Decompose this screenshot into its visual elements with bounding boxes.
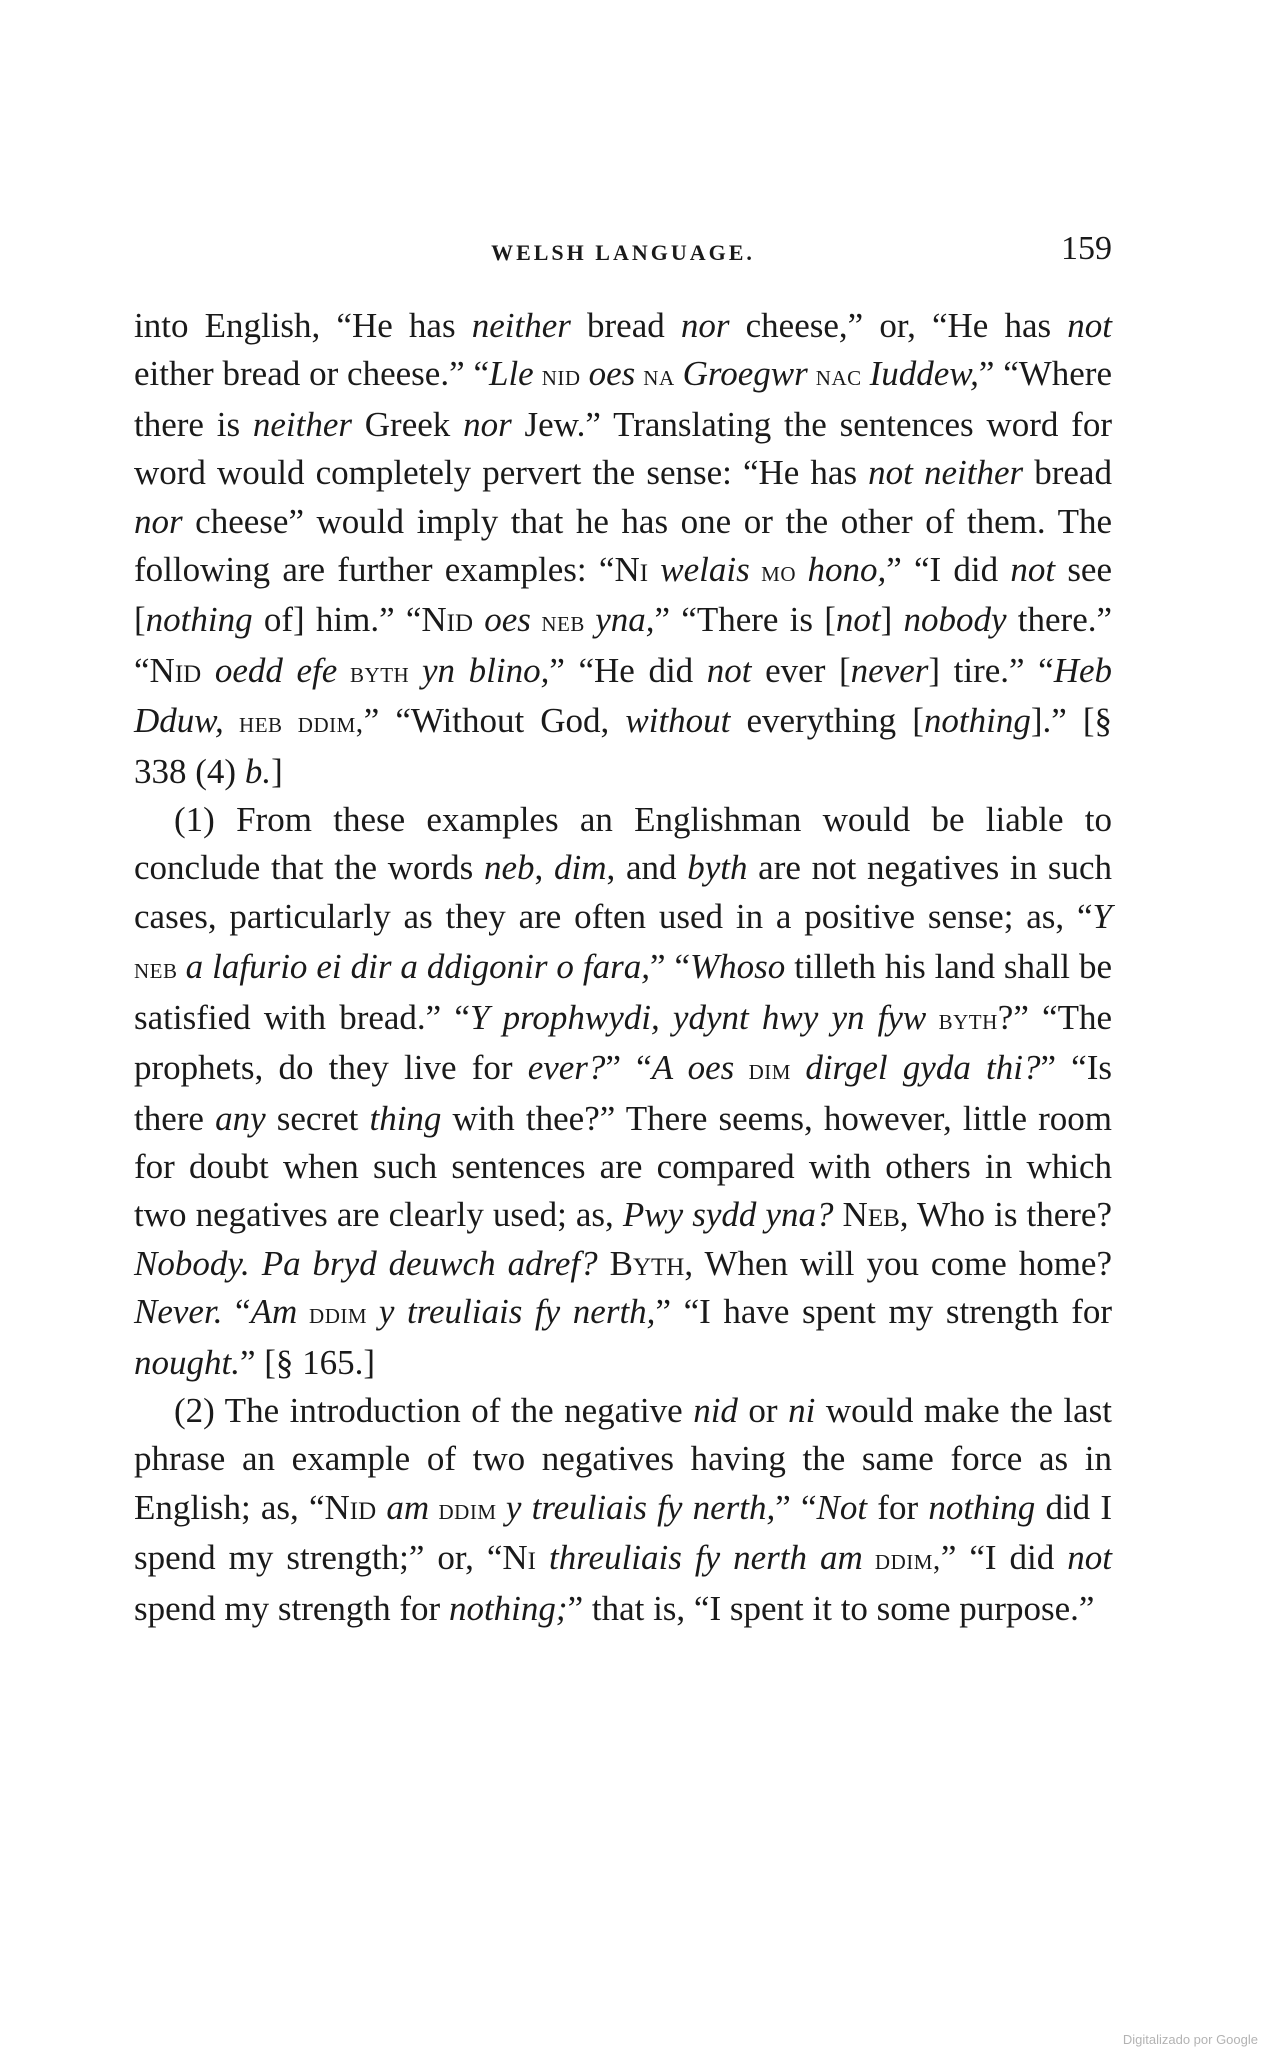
watermark: Digitalizado por Google: [1122, 2032, 1258, 2047]
running-head: WELSH LANGUAGE.: [491, 240, 755, 265]
page-header: [134, 230, 1112, 270]
paragraph-2: (1) From these examples an Englishman would be liable to conclude that the words neb, dim, and byth are not negatives in such cases, particularly as they are often used in a positive sense; as, “Y neb a lafurio ei dir a ddigonir o fara,” “Whoso tilleth his land shall be satisfied with bread.” “Y prophwydi, ydynt hwy yn fyw byth?” “The prophets, do they live for ever?” “A oes dim dirgel gyda thi?” “Is there any secret thing with thee?” There seems, however, little room for doubt when such sentences are compared with others in which two negatives are clearly used; as, Pwy sydd yna? Neb, Who is there? Nobody. Pa bryd deuwch adref? Byth, When will you come home? Never. “Am ddim y treuliais fy nerth,” “I have spent my strength for nought.” [§ 165.]: [134, 800, 1113, 1382]
paragraph-1: into English, “He has neither bread nor cheese,” or, “He has not either bread or cheese.” “Lle nid oes na Groegwr nac Iuddew,” “Where there is neither Greek nor Jew.” Translating the sentences word for word would completely pervert the sense: “He has not neither bread nor cheese” would imply that he has one or the other of them. The following are further examples: “Ni welais mo hono,” “I did not see [nothing of] him.” “Nid oes neb yna,” “There is [not] nobody there.” “Nid oedd efe byth yn blino,” “He did not ever [never] tire.” “Heb Dduw, heb ddim,” “Without God, without everything [nothing].” [§ 338 (4) b.]: [134, 306, 1113, 791]
page-number: 159: [1061, 230, 1112, 267]
body-text: [134, 302, 1112, 1633]
paragraph-3: (2) The introduction of the negative nid or ni would make the last phrase an example of two negatives having the same force as in English; as, “Nid am ddim y treuliais fy nerth,” “Not for nothing did I spend my strength;” or, “Ni threuliais fy nerth am ddim,” “I did not spend my strength for nothing;” that is, “I spent it to some purpose.”: [134, 1390, 1113, 1628]
